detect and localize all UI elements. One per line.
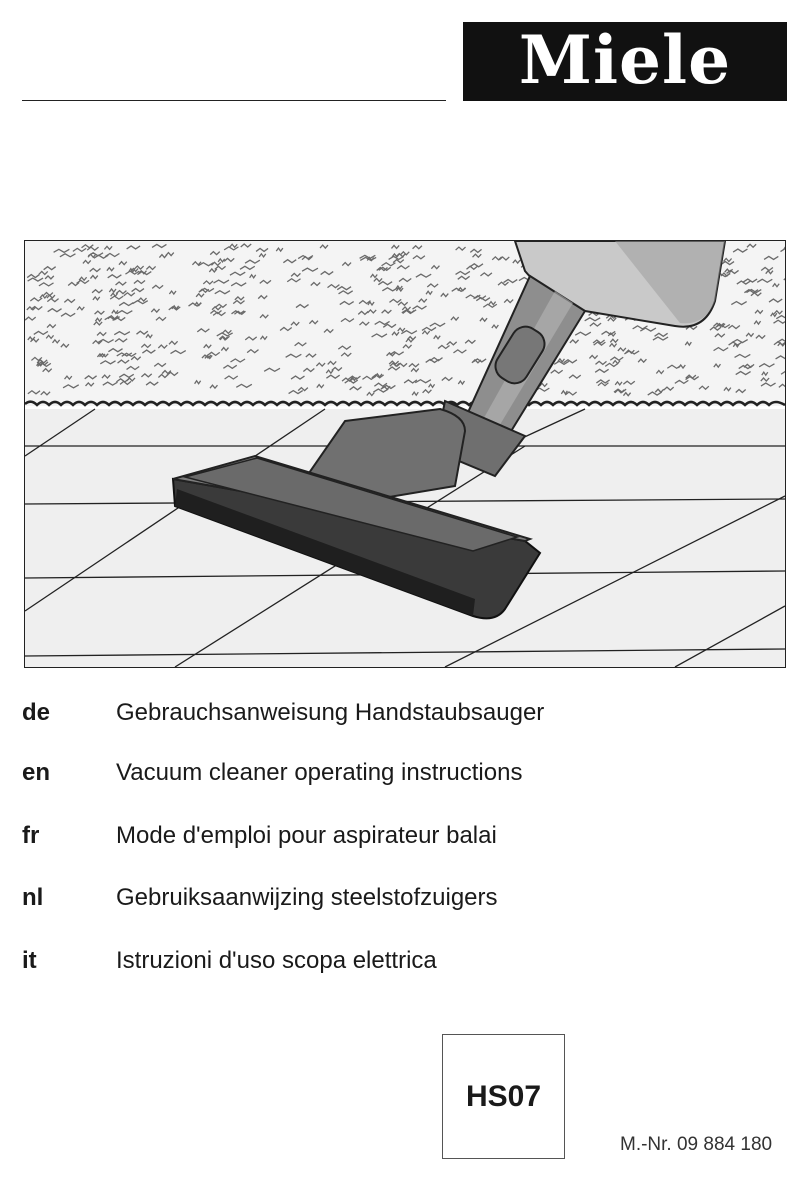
language-row-de <box>22 696 722 730</box>
language-code: fr <box>22 822 40 849</box>
model-box <box>442 1034 565 1159</box>
cover-illustration <box>24 240 786 668</box>
vacuum-brush-illustration <box>25 241 785 667</box>
language-code: it <box>22 947 37 974</box>
language-code: en <box>22 759 51 786</box>
language-row-it <box>22 944 722 978</box>
language-code: de <box>22 699 51 726</box>
language-title: Gebrauchsanweisung Handstaubsauger <box>116 699 545 726</box>
miele-logo <box>463 22 787 101</box>
language-row-fr <box>22 819 722 853</box>
language-title: Mode d'emploi pour aspirateur balai <box>116 822 497 849</box>
language-code: nl <box>22 884 44 911</box>
language-row-en <box>22 756 722 790</box>
language-title: Gebruiksaanwijzing steelstofzuigers <box>116 884 498 911</box>
language-row-nl <box>22 881 722 915</box>
language-title: Istruzioni d'uso scopa elettrica <box>116 947 437 974</box>
material-number: M.-Nr. 09 884 180 <box>620 1134 773 1155</box>
logo-wordmark: Miele <box>518 20 732 99</box>
header-rule <box>22 100 446 101</box>
language-title: Vacuum cleaner operating instructions <box>116 759 523 786</box>
model-number: HS07 <box>465 1079 542 1113</box>
